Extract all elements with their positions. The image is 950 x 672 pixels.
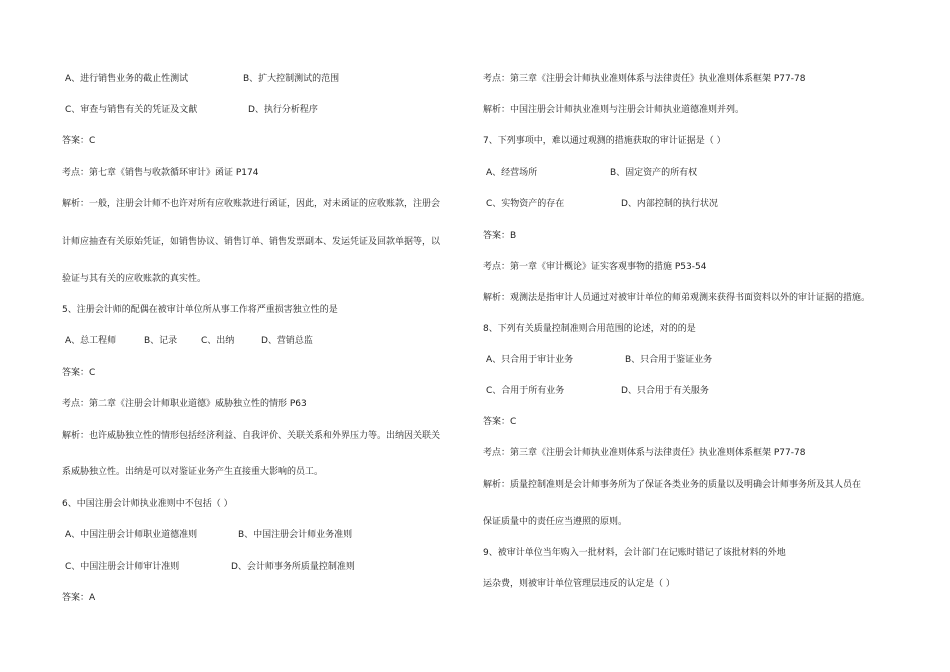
q8-option-b: B、只合用于鉴证业务	[625, 355, 713, 365]
q7-question: 7、下列事项中，难以通过观测的措施获取的审计证据是（ ）	[483, 136, 726, 146]
q7-answer: 答案：B	[483, 231, 517, 241]
q8-option-c: C、合用于所有业务	[486, 386, 565, 396]
q6-option-b: B、中国注册会计师业务准则	[238, 530, 353, 540]
q6-option-d: D、会计师事务所质量控制准则	[231, 562, 355, 572]
q5-option-b: B、记录	[144, 336, 178, 346]
q9-question-line-1: 9、被审计单位当年购入一批材料，会计部门在记账时错记了该批材料的外地	[483, 548, 786, 558]
q7-explanation: 解析：观测法是指审计人员通过对被审计单位的师弟观测来获得书面资料以外的审计证据的措施。	[483, 293, 871, 303]
q6-option-c: C、中国注册会计师审计准则	[65, 562, 180, 572]
q5-explanation-line-2: 系威胁独立性。出纳是可以对鉴证业务产生直接重大影响的员工。	[62, 467, 324, 477]
q6-answer: 答案：A	[62, 593, 96, 603]
q6-exam-point: 考点：第三章《注册会计师执业准则体系与法律责任》执业准则体系框架 P77-78	[483, 74, 806, 84]
q8-answer: 答案：C	[483, 417, 517, 427]
q6-option-a: A、中国注册会计师职业道德准则	[65, 530, 198, 540]
q8-option-a: A、只合用于审计业务	[486, 355, 574, 365]
q4-option-b: B、扩大控制测试的范围	[243, 74, 340, 84]
q5-question: 5、注册会计师的配偶在被审计单位所从事工作将严重损害独立性的是	[62, 305, 338, 315]
q7-exam-point: 考点：第一章《审计概论》证实客观事物的措施 P53-54	[483, 262, 707, 272]
q8-option-d: D、只合用于有关服务	[621, 386, 709, 396]
q5-explanation-line-1: 解析：也许威胁独立性的情形包括经济利益、自我评价、关联关系和外界压力等。出纳因关联关	[62, 431, 441, 441]
q8-explanation-line-1: 解析：质量控制准则是会计师事务所为了保证各类业务的质量以及明确会计师事务所及其人员在	[483, 480, 862, 490]
q4-explanation-line-2: 计师应抽查有关原始凭证，如销售协议、销售订单、销售发票副本、发运凭证及回款单据等，以	[62, 237, 441, 247]
q4-answer: 答案：C	[62, 136, 96, 146]
q8-explanation-line-2: 保证质量中的责任应当遵照的原则。	[483, 517, 628, 527]
q5-exam-point: 考点：第二章《注册会计师职业道德》威胁独立性的情形 P63	[62, 399, 307, 409]
q4-option-d: D、执行分析程序	[248, 105, 318, 115]
q4-option-c: C、审查与销售有关的凭证及文献	[65, 105, 198, 115]
q9-question-line-2: 运杂费，则被审计单位管理层违反的认定是（ ）	[483, 579, 675, 589]
q5-option-a: A、总工程师	[65, 336, 117, 346]
q7-option-d: D、内部控制的执行状况	[621, 199, 718, 209]
q8-question: 8、下列有关质量控制准则合用范围的论述，对的的是	[483, 324, 696, 334]
q4-exam-point: 考点：第七章《销售与收款循环审计》函证 P174	[62, 168, 259, 178]
q7-option-b: B、固定资产的所有权	[610, 168, 698, 178]
q5-option-d: D、营销总监	[261, 336, 313, 346]
q7-option-a: A、经营场所	[486, 168, 538, 178]
q5-answer: 答案：C	[62, 368, 96, 378]
q8-exam-point: 考点：第三章《注册会计师执业准则体系与法律责任》执业准则体系框架 P77-78	[483, 448, 806, 458]
q4-explanation-line-1: 解析：一般，注册会计师不也许对所有应收账款进行函证，因此，对未函证的应收账款，注册会	[62, 199, 441, 209]
q4-option-a: A、进行销售业务的截止性测试	[65, 74, 189, 84]
q4-explanation-line-3: 验证与其有关的应收账款的真实性。	[62, 274, 207, 284]
q5-option-c: C、出纳	[201, 336, 235, 346]
q6-question: 6、中国注册会计师执业准则中不包括（ ）	[62, 499, 233, 509]
q6-explanation: 解析：中国注册会计师执业准则与注册会计师执业道德准则并列。	[483, 105, 745, 115]
q7-option-c: C、实物资产的存在	[486, 199, 565, 209]
